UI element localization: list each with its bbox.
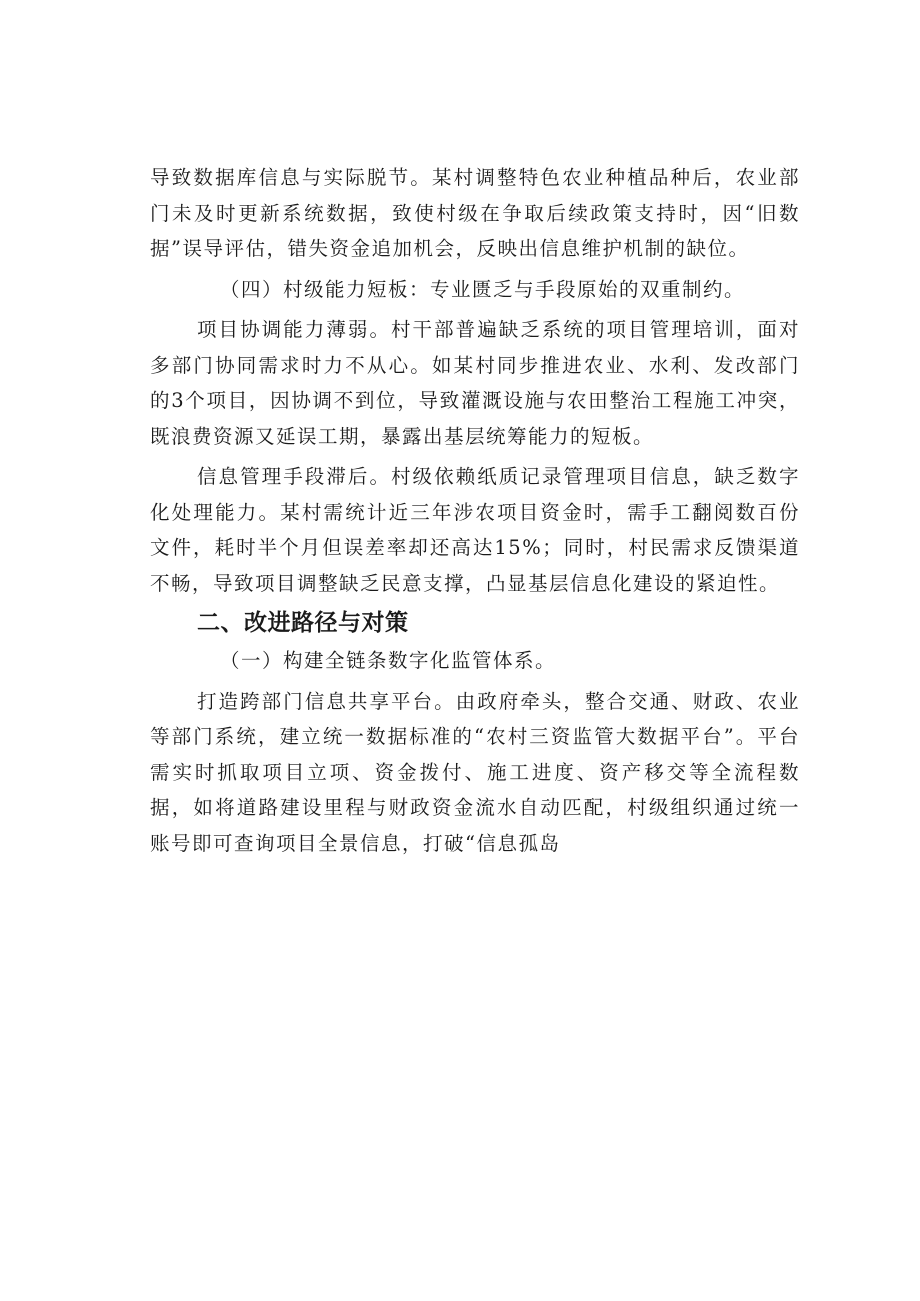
paragraph-information-management: 信息管理手段滞后。村级依赖纸质记录管理项目信息，缺乏数字化处理能力。某村需统计近三年涉农项目资金时，需手工翻阅数百份文件，耗时半个月但误差率却还高达15%；同时，村民需求反馈渠道不畅，导致项目调整缺乏民意支撑，凸显基层信息化建设的紧迫性。: [150, 465, 800, 595]
paragraph-continued: 导致数据库信息与实际脱节。某村调整特色农业种植品种后，农业部门未及时更新系统数据，致使村级在争取后续政策支持时，因“旧数据”误导评估，错失资金追加机会，反映出信息维护机制的缺位。: [150, 166, 800, 260]
paragraph-coordination: 项目协调能力薄弱。村干部普遍缺乏系统的项目管理培训，面对多部门协同需求时力不从心。如某村同步推进农业、水利、发改部门的3个项目，因协调不到位，导致灌溉设施与农田整治工程施工冲突，既浪费资源又延误工期，暴露出基层统筹能力的短板。: [150, 318, 800, 448]
section-heading-improvement: 二、改进路径与对策: [197, 610, 409, 636]
subheading-capacity-gap: （四）村级能力短板：专业匮乏与手段原始的双重制约。: [220, 277, 746, 301]
document-page: [150, 160, 800, 861]
paragraph-sharing-platform: 打造跨部门信息共享平台。由政府牵头，整合交通、财政、农业等部门系统，建立统一数据标准的“农村三资监管大数据平台”。平台需实时抓取项目立项、资金拨付、施工进度、资产移交等全流程数据，如将道路建设里程与财政资金流水自动匹配，村级组织通过统一账号即可查询项目全景信息，打破“信息孤岛: [150, 689, 800, 855]
subheading-digital-supervision: （一）构建全链条数字化监管体系。: [220, 649, 557, 672]
